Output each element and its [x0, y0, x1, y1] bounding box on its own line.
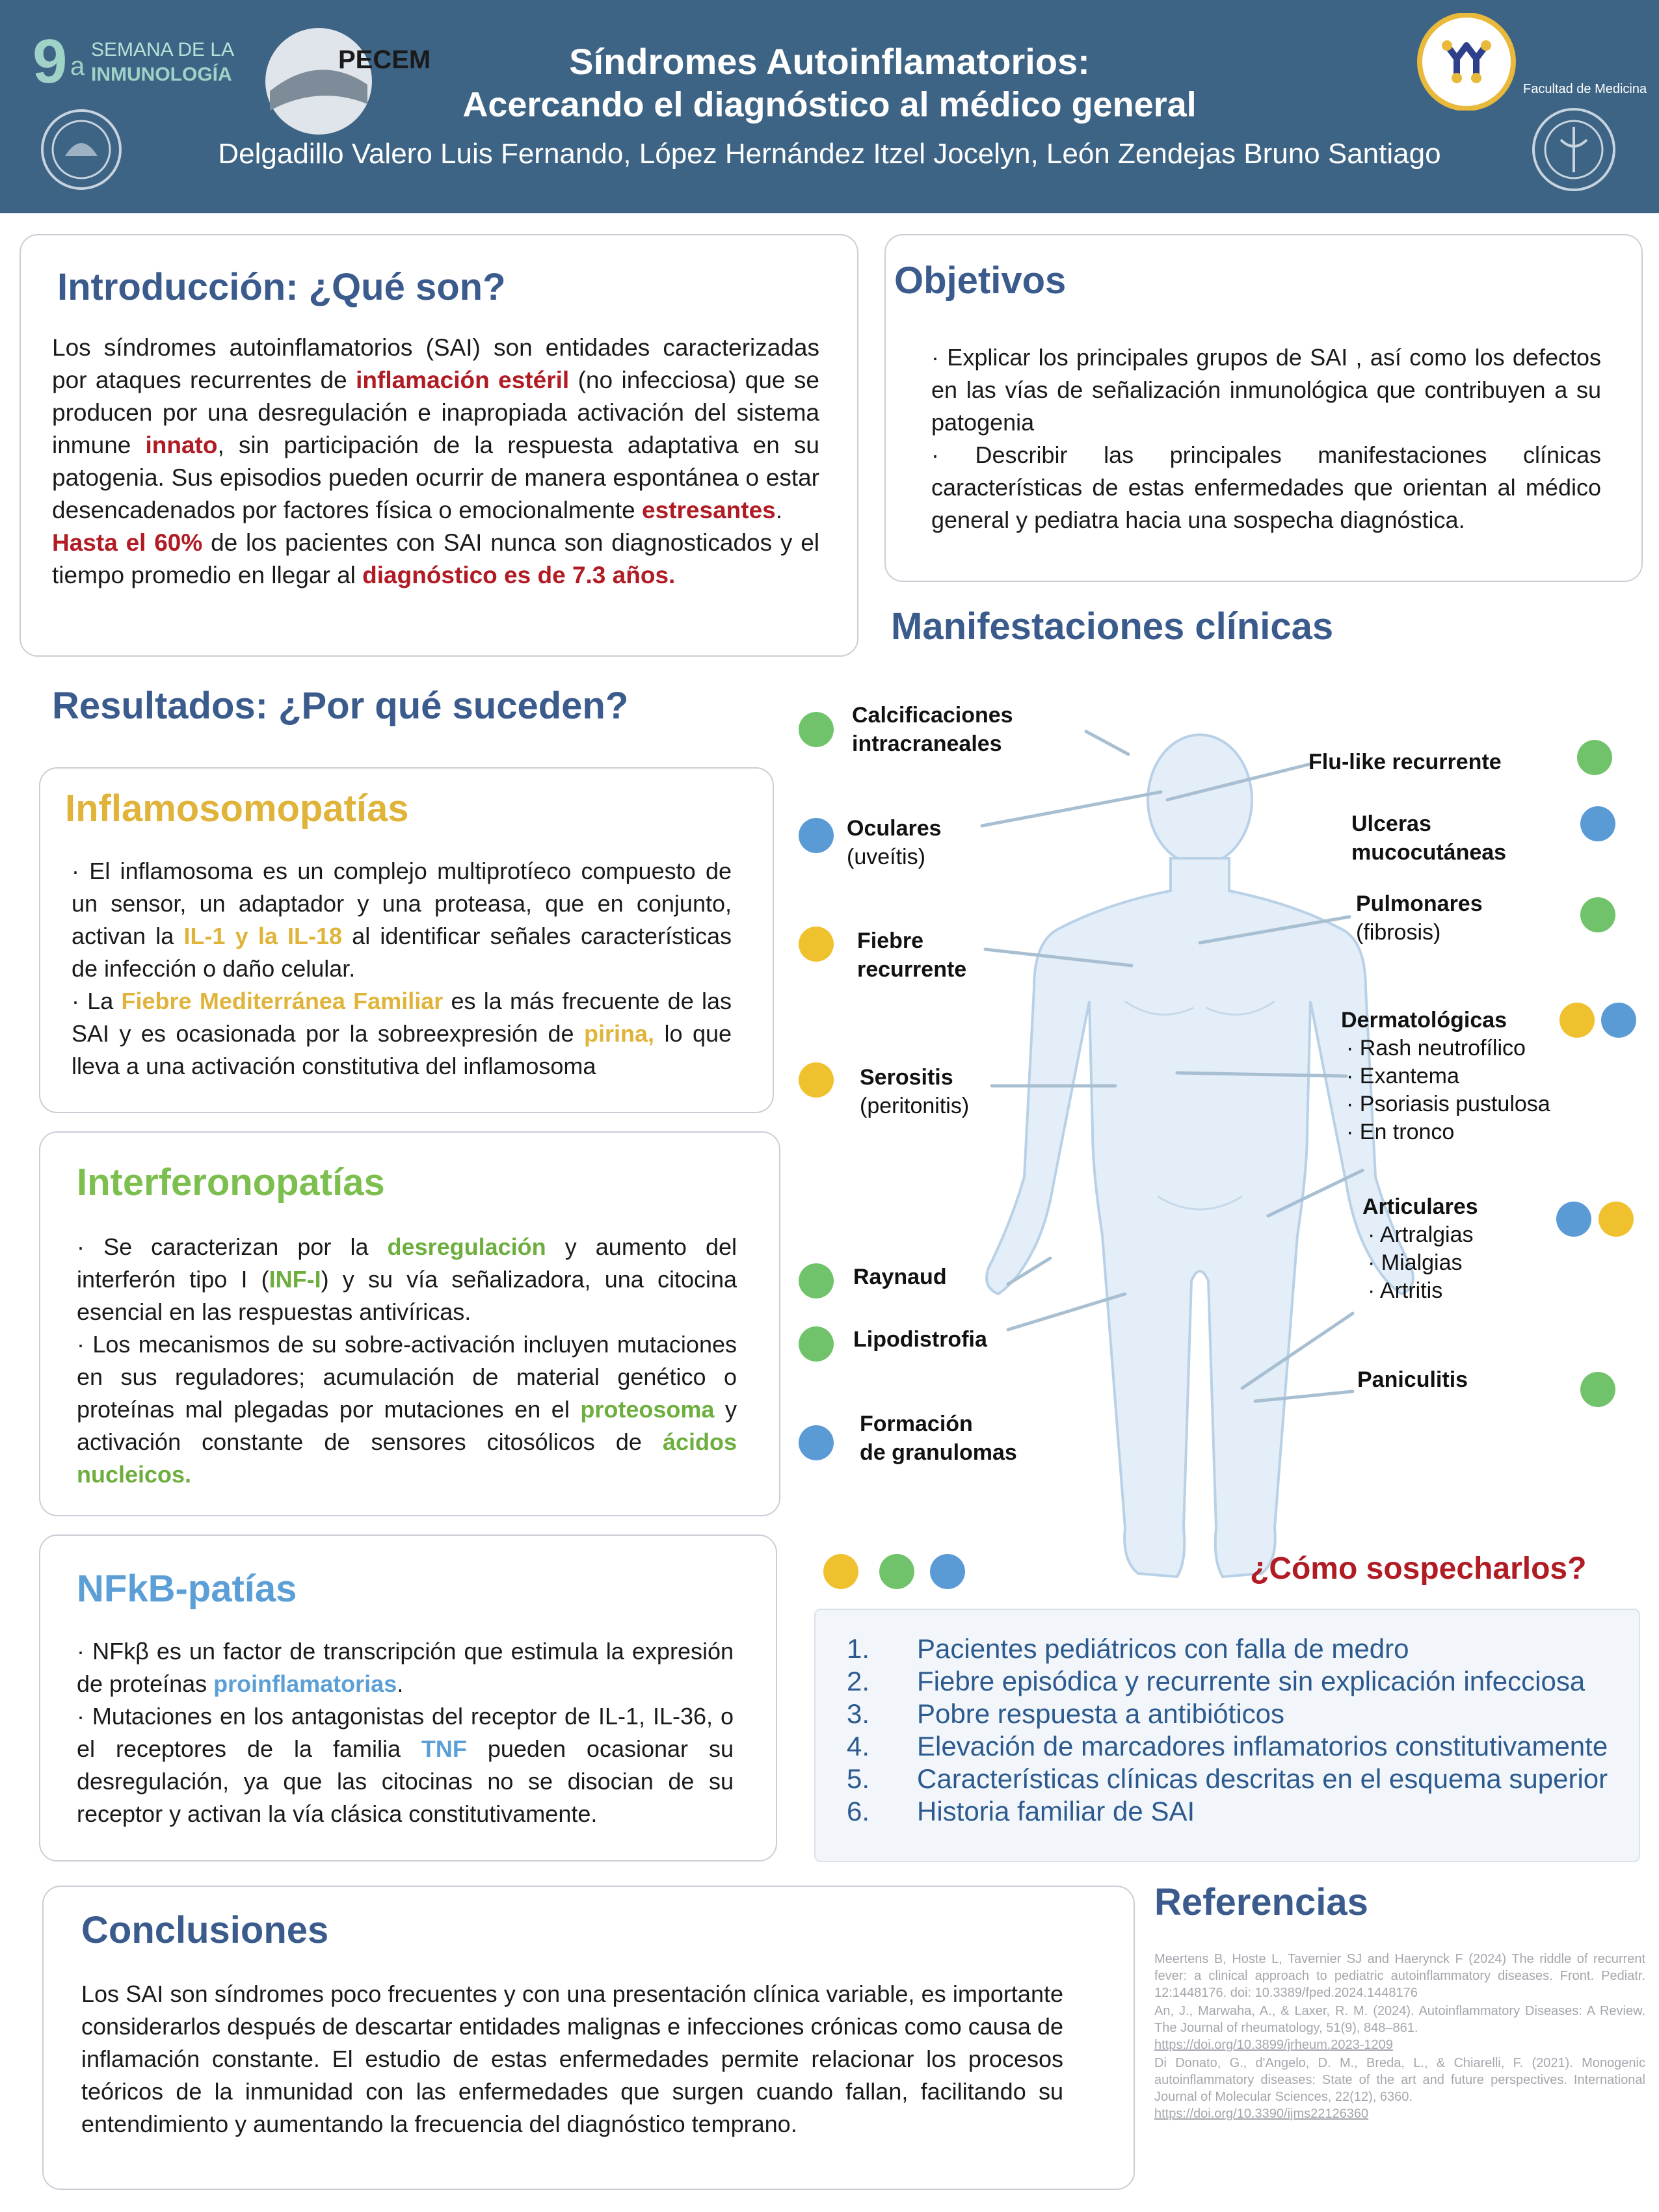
sospecha-item-text: Pobre respuesta a antibióticos [917, 1698, 1285, 1729]
nfkb-highlight-proinflamatorias: proinflamatorias [213, 1670, 397, 1697]
inflamo-f: es la más frecuente de las SAI y es ocasionada por la sobreexpresión de [72, 988, 732, 1047]
dot-pulmonares [1580, 897, 1615, 932]
nfkb-text [77, 1635, 734, 1830]
inflamo-highlight-il: IL-1 y la IL-18 [183, 923, 343, 949]
dot-articulares-yellow [1599, 1202, 1634, 1237]
dot-raynaud [799, 1263, 834, 1298]
interferon-a: · Se caracterizan por la [77, 1233, 388, 1260]
intro-highlight-diagnostico: diagnóstico es de 7.3 años. [362, 562, 676, 588]
dot-dermatologicas-yellow [1559, 1003, 1595, 1038]
nfkb-highlight-tnf: TNF [421, 1735, 467, 1762]
legend-dot-blue [930, 1554, 965, 1589]
interferon-e: ) y su vía señalizadora, una citocina esencial en las respuestas antivíricas. [77, 1266, 737, 1325]
antibody-logo-icon [1408, 13, 1525, 111]
logo-number-sup: a [70, 52, 85, 81]
label-serositis: Serositis (peritonitis) [860, 1065, 970, 1118]
intro-p2-b: de los pacientes con SAI nunca son diagnosticados y el tiempo promedio en llegar al [52, 529, 819, 588]
conclusiones-text: Los SAI son síndromes poco frecuentes y con una presentación clínica variable, es importante considerarlos después de descartar entidades malignas e infecciones crónicas como causa de inflamación constante. El estudio de estas enfermedades permite relacionar los procesos teóricos de la inmunidad con las enfermedades que surgen cuando fallan, facilitando su entendimiento y aumentando la frecuencia del diagnóstico temprano. [81, 1981, 1063, 2137]
dot-granulomas [799, 1425, 834, 1460]
sospecha-item-text: Historia familiar de SAI [917, 1796, 1195, 1826]
inflamo-d: · La [72, 988, 122, 1014]
sospecha-item-text: Características clínicas descritas en el esquema superior [917, 1763, 1608, 1794]
interferonopatias-title: Interferonopatías [77, 1161, 385, 1204]
dot-fiebre [799, 927, 834, 962]
label-calcificaciones: Calcificaciones intracraneales [852, 703, 1013, 756]
label-articulares: Articulares · Artralgias · Mialgias · Artritis [1362, 1194, 1478, 1303]
conclusiones-title: Conclusiones [81, 1909, 329, 1951]
intro-highlight-estresantes: estresantes [642, 497, 776, 523]
inflamo-highlight-pirina: pirina, [584, 1020, 655, 1047]
label-granulomas: Formación de granulomas [860, 1412, 1017, 1465]
dot-calcificaciones [799, 712, 834, 747]
sospecha-item-text: Pacientes pediátricos con falla de medro [917, 1633, 1409, 1664]
poster-title-line2: Acercando el diagnóstico al médico general [462, 85, 1197, 124]
sospecha-item-number: 5. [847, 1763, 870, 1794]
intro-p1-c: (no infecciosa) que se producen por una desregulación e inapropiada activación del sistema inmune [52, 367, 819, 458]
sospecha-item-number: 2. [847, 1666, 870, 1696]
manifestaciones-title: Manifestaciones clínicas [891, 605, 1334, 648]
reference-3: Di Donato, G., d'Angelo, D. M., Breda, L., & Chiarelli, F. (2021). Monogenic autoinflammatory diseases: State of the art and future perspectives. International Journal of Molecular Sciences, 22(12), 6360. [1154, 2056, 1645, 2104]
intro-highlight-60: Hasta el 60% [52, 529, 203, 556]
intro-p1-e: , sin participación de la respuesta adaptativa en su patogenia. Sus episodios pueden ocurrir de manera espontánea o estar desencadenados por factores física o emocionalmente [52, 432, 820, 523]
nfkb-c: . [397, 1670, 404, 1697]
nfkb-f: pueden ocasionar su desregulación, ya que las citocinas no se disocian de su receptor y activan la vía clásica constitutivamente. [77, 1735, 734, 1827]
sospecha-item-number: 4. [847, 1731, 870, 1761]
intro-highlight-innato: innato [145, 432, 218, 458]
dot-lipodistrofia [799, 1326, 834, 1362]
sospecha-item-text: Elevación de marcadores inflamatorios constitutivamente [917, 1731, 1608, 1761]
label-dermatologicas: Dermatológicas · Rash neutrofílico · Exantema · Psoriasis pustulosa · En tronco [1341, 1008, 1550, 1144]
nfkb-d: · Mutaciones en los antagonistas del receptor de IL-1, IL-36, o el receptores de la familia [77, 1703, 734, 1762]
intro-title: Introducción: ¿Qué son? [57, 266, 506, 308]
dot-paniculitis [1580, 1372, 1615, 1407]
interferon-highlight-acidos: ácidos nucleicos. [77, 1429, 737, 1488]
pecem-logo-text: PECEM [338, 46, 431, 74]
interferon-h: y activación constante de sensores citosólicos de [77, 1396, 737, 1455]
sospecha-title: ¿Cómo sospecharlos? [1250, 1551, 1587, 1586]
label-lipodistrofia: Lipodistrofia [853, 1327, 987, 1352]
dot-articulares-blue [1556, 1202, 1591, 1237]
label-ulceras: Ulceras mucocutáneas [1351, 811, 1507, 865]
interferon-f: · Los mecanismos de su sobre-activación incluyen mutaciones en sus reguladores; acumulación de material genético o proteínas mal plegadas por mutaciones en el [77, 1331, 737, 1423]
interferonopatias-text [77, 1231, 737, 1491]
intro-highlight-esteril: inflamación estéril [356, 367, 570, 393]
intro-text [52, 332, 819, 592]
facultad-seal-icon [1525, 104, 1623, 195]
interferon-c: y aumento del interferón tipo I ( [77, 1233, 737, 1293]
objetivos-item-1: · Explicar los principales grupos de SAI , así como los defectos en las vías de señalización inmunológica que contribuyen a su patogenia [931, 344, 1601, 436]
dot-flu-like [1577, 740, 1612, 775]
inflamo-a: · El inflamosoma es un complejo multiprotíeco compuesto de un sensor, un adaptador y una proteasa, que en conjunto, activan la [72, 858, 732, 949]
dot-serositis [799, 1062, 834, 1098]
poster-title-line1: Síndromes Autoinflamatorios: [569, 41, 1090, 82]
reference-2: An, J., Marwaha, A., & Laxer, R. M. (2024). Autoinflammatory Diseases: A Review. The Journal of rheumatology, 51(9), 848–861. [1154, 2004, 1645, 2035]
inflamo-highlight-fmf: Fiebre Mediterránea Familiar [121, 988, 444, 1014]
interferon-highlight-infi: INF-I [269, 1266, 321, 1293]
referencias-title: Referencias [1154, 1881, 1368, 1923]
sospecha-item-text: Fiebre episódica y recurrente sin explicación infecciosa [917, 1666, 1586, 1696]
interferon-highlight-proteosoma: proteosoma [580, 1396, 715, 1423]
dot-oculares [799, 818, 834, 853]
label-oculares: Oculares (uveítis) [847, 816, 942, 869]
logo-line1: SEMANA DE LA [91, 39, 235, 60]
sospecha-item-number: 1. [847, 1633, 870, 1664]
legend-dot-yellow [823, 1554, 858, 1589]
reference-2-link[interactable]: https://doi.org/10.3899/jrheum.2023-1209 [1154, 2038, 1393, 2052]
resultados-title: Resultados: ¿Por qué suceden? [52, 685, 629, 727]
intro-p1-a: Los síndromes autoinflamatorios (SAI) son entidades caracterizadas por ataques recurrentes de [52, 334, 819, 393]
label-paniculitis: Paniculitis [1357, 1367, 1468, 1392]
objetivos-title: Objetivos [894, 259, 1067, 302]
label-raynaud: Raynaud [853, 1265, 947, 1289]
reference-1: Meertens B, Hoste L, Tavernier SJ and Haerynck F (2024) The riddle of recurrent fever: a clinical approach to pediatric autoinflammatory diseases. Front. Pediatr. 12:1448176. doi: 10.3389/fped.2024.1448176 [1154, 1952, 1645, 2000]
reference-3-link[interactable]: https://doi.org/10.3390/ijms22126360 [1154, 2107, 1369, 2121]
sospecha-item-number: 6. [847, 1796, 870, 1826]
poster-header [0, 0, 1659, 213]
poster-authors: Delgadillo Valero Luis Fernando, López Hernández Itzel Jocelyn, León Zendejas Bruno Santiago [218, 138, 1441, 170]
label-fiebre: Fiebre recurrente [857, 928, 967, 982]
logo-line2: INMUNOLOGÍA [91, 64, 232, 85]
interferon-highlight-desregulacion: desregulación [387, 1233, 546, 1260]
dot-ulceras [1580, 806, 1615, 841]
legend-dot-green [879, 1554, 914, 1589]
inflamosomopatias-text [72, 855, 732, 1083]
dot-dermatologicas-blue [1601, 1003, 1636, 1038]
nfkb-title: NFkB-patías [77, 1568, 297, 1610]
inflamo-h: lo que lleva a una activación constitutiva del inflamosoma [72, 1020, 732, 1079]
intro-p1-g: . [775, 497, 783, 523]
label-pulmonares: Pulmonares (fibrosis) [1356, 891, 1483, 945]
facultad-medicina-label: Facultad de Medicina [1523, 82, 1647, 96]
label-flu-like: Flu-like recurrente [1308, 750, 1502, 774]
inflamo-c: al identificar señales características de infección o daño celular. [72, 923, 732, 982]
logo-number: 9 [33, 27, 68, 96]
objetivos-item-2: · Describir las principales manifestaciones clínicas características de estas enfermedades que orientan al médico general y pediatra hacia una sospecha diagnóstica. [931, 441, 1601, 533]
nfkb-a: · NFkβ es un factor de transcripción que estimula la expresión de proteínas [77, 1638, 734, 1697]
sospecha-item-number: 3. [847, 1698, 870, 1729]
inflamosomopatias-title: Inflamosomopatías [65, 787, 409, 830]
